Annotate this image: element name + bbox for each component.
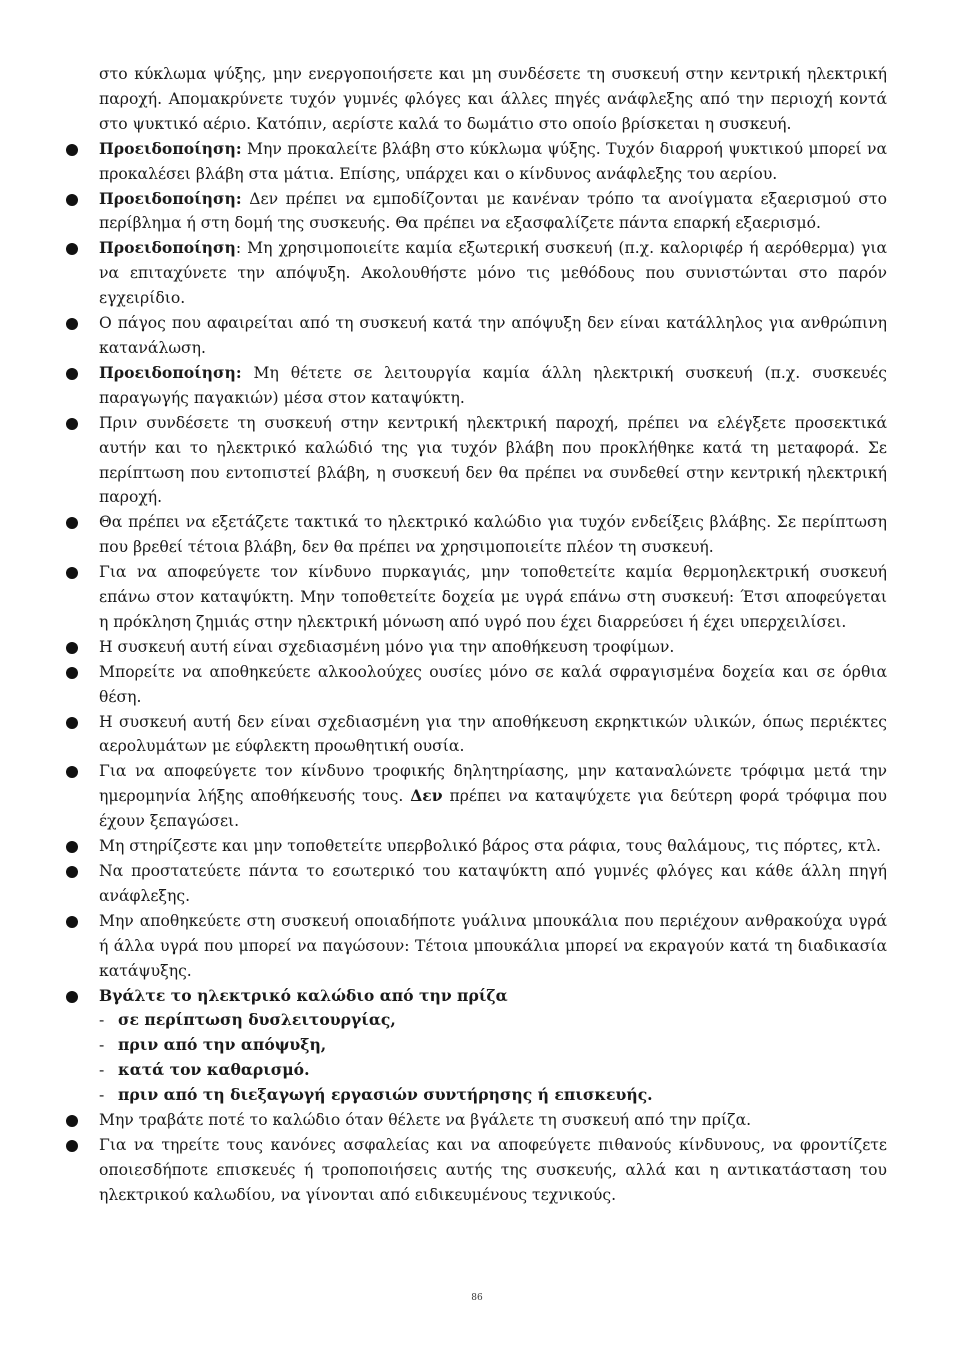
list-item (99, 236, 887, 311)
bullet-icon (66, 916, 78, 928)
sub-item (99, 1058, 887, 1083)
item-text: Μπορείτε να αποθηκεύετε αλκοολούχες ουσίες μόνο σε καλά σφραγισμένα δοχεία και σε όρθια θέση. (99, 662, 887, 706)
bullet-icon (66, 717, 78, 729)
list-item (99, 984, 887, 1009)
item-text: πρέπει να καταψύχετε για δεύτερη φορά τρόφιμα που έχουν ξεπαγώσει. (99, 787, 887, 831)
dash-marker: - (99, 1086, 105, 1105)
item-text: Για να αποφεύγετε τον κίνδυνο πυρκαγιάς, μην τοποθετείτε καμία θερμοηλεκτρική συσκευή επάνω στον καταψύκτη. Μην τοποθετείτε δοχεία με υγρά επάνω στη συσκευή: Έτσι αποφεύγεται η πρόκληση ζημιάς στην ηλεκτρική μόνωση από υγρό που έχει διαρρεύσει ή έχει υπερχειλίσει. (99, 563, 887, 631)
bullet-icon (66, 144, 78, 156)
sub-item-text: πριν από την απόψυξη, (118, 1035, 327, 1055)
item-text: Μη θέτετε σε λειτουργία καμία άλλη ηλεκτρική συσκευή (π.χ. συσκευές παραγωγής παγακιών) μέσα στον καταψύκτη. (99, 363, 887, 407)
list-item (99, 859, 887, 909)
page-number: 86 (471, 1293, 483, 1303)
bullet-icon (66, 991, 78, 1003)
warning-label: Προειδοποίηση (99, 238, 236, 258)
item-text: Μη στηρίζεστε και μην τοποθετείτε υπερβολικό βάρος στα ράφια, τους θαλάμους, τις πόρτες, κτλ. (99, 837, 882, 856)
list-item (99, 759, 887, 834)
bullet-icon (66, 1140, 78, 1152)
bullet-icon (66, 667, 78, 679)
sub-item-text: πριν από τη διεξαγωγή εργασιών συντήρησης ή επισκευής. (118, 1085, 653, 1105)
list-item (99, 909, 887, 984)
item-text: Θα πρέπει να εξετάζετε τακτικά το ηλεκτρικό καλώδιο για τυχόν ενδείξεις βλάβης. Σε περίπτωση που βρεθεί τέτοια βλάβη, δεν θα πρέπει να χρησιμοποιείτε πλέον τη συσκευή. (99, 513, 887, 557)
list-item (99, 311, 887, 361)
list-item (99, 834, 887, 859)
warning-label: Προειδοποίηση: (99, 362, 242, 382)
item-text: Να προστατεύετε πάντα το εσωτερικό του καταψύκτη από γυμνές φλόγες και κάθε άλλη πηγή ανάφλεξης. (99, 862, 887, 905)
list-item (99, 660, 887, 710)
bullet-icon (66, 194, 78, 206)
sub-item (99, 1033, 887, 1058)
item-text: Μην αποθηκεύετε στη συσκευή οποιαδήποτε γυάλινα μπουκάλια που περιέχουν ανθρακούχα υγρά ή άλλα υγρά που μπορεί να παγώσουν: Τέτοια μπουκάλια μπορεί να εκραγούν κατά τη διαδικασία κατάψυξης. (99, 911, 887, 980)
list-item (99, 361, 887, 411)
list-item (99, 187, 887, 237)
item-text: Ο πάγος που αφαιρείται από τη συσκευή κατά την απόψυξη δεν είναι κατάλληλος για ανθρώπινη κατανάλωση. (99, 314, 887, 357)
list-item (99, 1108, 887, 1133)
item-text: Για να αποφεύγετε τον κίνδυνο τροφικής δηλητηρίασης, μην καταναλώνετε τρόφιμα μετά την ημερομηνία λήξης αποθήκευσής τους. (99, 762, 887, 806)
bullet-icon (66, 243, 78, 255)
bullet-icon (66, 418, 78, 430)
bullet-icon (66, 318, 78, 330)
item-text: Πριν συνδέσετε τη συσκευή στην κεντρική ηλεκτρική παροχή, πρέπει να ελέγξετε προσεκτικά αυτήν και το ηλεκτρικό καλώδιό της για τυχόν βλάβη που προκλήθηκε κατά τη μεταφορά. Σε περίπτωση που εντοπιστεί βλάβη, η συσκευή δεν θα πρέπει να συνδεθεί στην κεντρική ηλεκτρική παροχή. (99, 413, 887, 507)
emphasis-text: Δεν (410, 786, 443, 806)
dash-marker: - (99, 1011, 105, 1030)
bullet-icon (66, 866, 78, 878)
bullet-icon (66, 841, 78, 853)
sub-item-text: σε περίπτωση δυσλειτουργίας, (118, 1010, 396, 1030)
intro-paragraph: στο κύκλωμα ψύξης, μην ενεργοποιήσετε και μη συνδέσετε τη συσκευή στην κεντρική ηλεκτρική παροχή. Απομακρύνετε τυχόν γυμνές φλόγες και άλλες πηγές ανάφλεξης από την περιοχή κοντά στο ψυκτικό αέριο. Κατόπιν, αερίστε καλά το δωμάτιο στο οποίο βρίσκεται η συσκευή. (99, 65, 887, 133)
bullet-icon (66, 766, 78, 778)
unplug-heading: Βγάλτε το ηλεκτρικό καλώδιο από την πρίζα (99, 985, 508, 1005)
list-item (99, 1133, 887, 1208)
warning-label: Προειδοποίηση: (99, 188, 242, 208)
warning-label: Προειδοποίηση: (99, 138, 242, 158)
list-item (99, 411, 887, 511)
dash-marker: - (99, 1036, 105, 1055)
bullet-icon (66, 1115, 78, 1127)
item-text: Δεν πρέπει να εμποδίζονται με κανέναν τρόπο τα ανοίγματα εξαερισμού στο περίβλημα ή στη δομή της συσκευής. Θα πρέπει να εξασφαλίζετε πάντα επαρκή εξαερισμό. (99, 189, 887, 233)
item-text: Μην προκαλείτε βλάβη στο κύκλωμα ψύξης. Τυχόν διαρροή ψυκτικού μπορεί να προκαλέσει βλάβη στα μάτια. Επίσης, υπάρχει και ο κίνδυνος ανάφλεξης του αερίου. (99, 139, 887, 183)
sub-item (99, 1008, 887, 1033)
bullet-icon (66, 368, 78, 380)
sub-item-text: κατά τον καθαρισμό. (118, 1060, 310, 1080)
list-item (99, 137, 887, 187)
dash-marker: - (99, 1061, 105, 1080)
list-item (99, 635, 887, 660)
item-text: Για να τηρείτε τους κανόνες ασφαλείας και να αποφεύγετε πιθανούς κίνδυνους, να φροντίζετε οποιεσδήποτε επισκευές ή τροποποιήσεις αυτής της συσκευής, αλλά και η αντικατάσταση του ηλεκτρικού καλωδίου, να γίνονται από ειδικευμένους τεχνικούς. (99, 1135, 887, 1204)
bullet-icon (66, 517, 78, 529)
list-item (99, 510, 887, 560)
item-text: Η συσκευή αυτή είναι σχεδιασμένη μόνο για την αποθήκευση τροφίμων. (99, 637, 675, 656)
list-item (99, 560, 887, 635)
item-text: Μην τραβάτε ποτέ το καλώδιο όταν θέλετε να βγάλετε τη συσκευή από την πρίζα. (99, 1111, 752, 1130)
bullet-icon (66, 642, 78, 654)
safety-instructions (99, 62, 887, 1208)
item-text: Η συσκευή αυτή δεν είναι σχεδιασμένη για την αποθήκευση εκρηκτικών υλικών, όπως περιέκτες αερολυμάτων με εύφλεκτη προωθητική ουσία. (99, 712, 887, 756)
item-text: : Μη χρησιμοποιείτε καμία εξωτερική συσκευή (π.χ. καλοριφέρ ή αερόθερμα) για να επιταχύνετε την απόψυξη. Ακολουθήστε μόνο τις μεθόδους που συνιστώνται στο παρόν εγχειρίδιο. (99, 239, 887, 308)
sub-item (99, 1083, 887, 1108)
bullet-icon (66, 567, 78, 579)
list-item (99, 710, 887, 760)
